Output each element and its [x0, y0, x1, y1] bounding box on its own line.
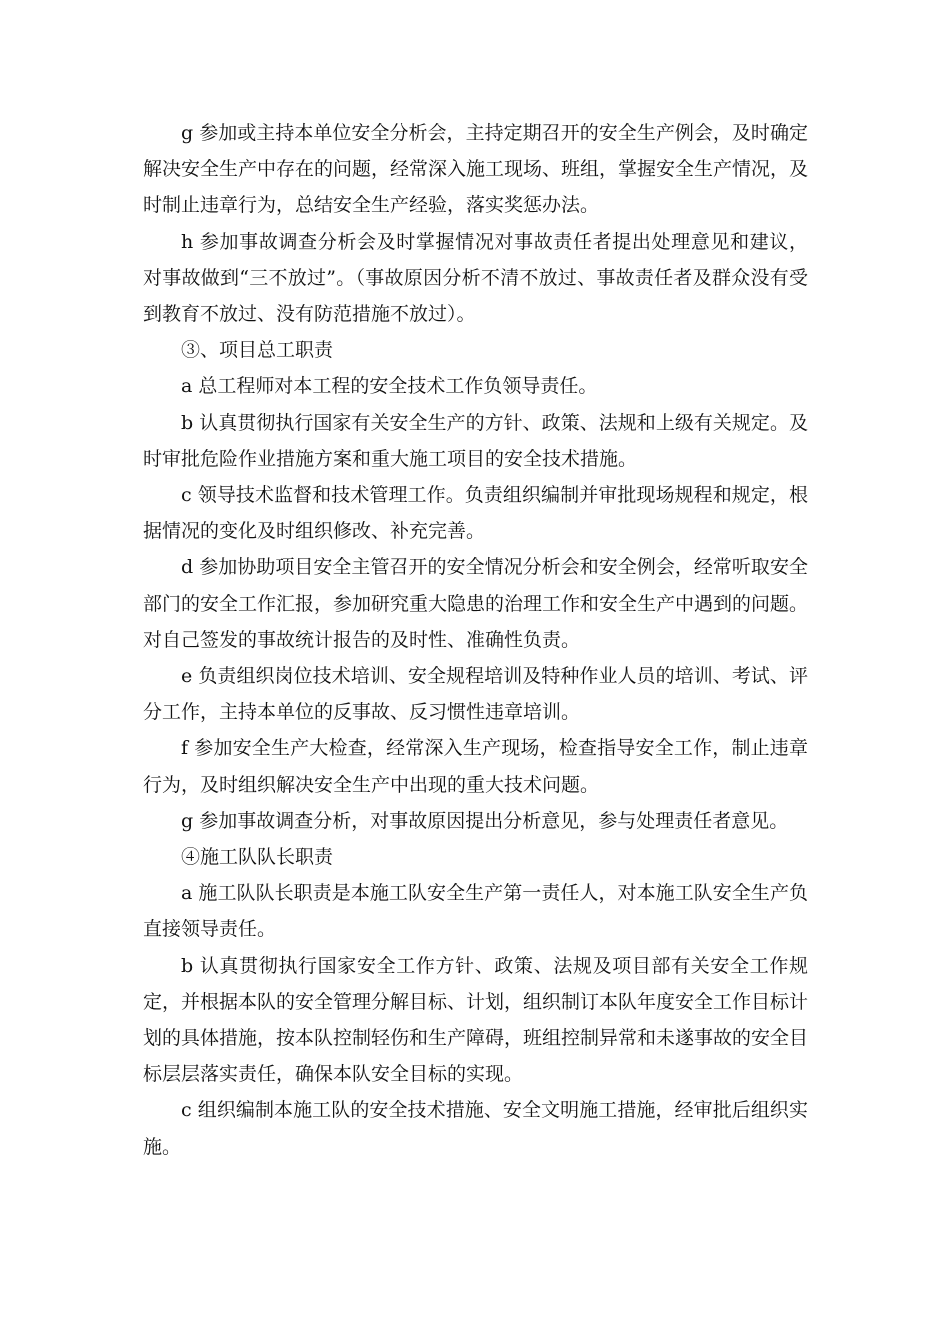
paragraph-e-chief-engineer: e 负责组织岗位技术培训、安全规程培训及特种作业人员的培训、考试、评分工作，主持本单位的反事故、反习惯性违章培训。 — [143, 665, 808, 724]
section-heading-chief-engineer: ③、项目总工职责 — [181, 339, 334, 362]
paragraph-d-chief-engineer: d 参加协助项目安全主管召开的安全情况分析会和安全例会，经常听取安全部门的安全工作汇报，参加研究重大隐患的治理工作和安全生产中遇到的问题。对自己签发的事故统计报告的及时性、准确性负责。 — [143, 556, 809, 651]
paragraph-a-team-leader: a 施工队队长职责是本施工队安全生产第一责任人，对本施工队安全生产负直接领导责任。 — [143, 882, 808, 941]
paragraph-h-accident-investigation: h 参加事故调查分析会及时掌握情况对事故责任者提出处理意见和建议， 对事故做到“三不放过”。（事故原因分析不清不放过、事故责任者及群众没有受到教育不放过、没有防范措施不放过）。 — [143, 230, 808, 326]
document-body — [143, 115, 808, 1165]
section-heading-team-leader: ④施工队队长职责 — [181, 846, 334, 869]
paragraph-c-chief-engineer: c 领导技术监督和技术管理工作。负责组织编制并审批现场规程和规定，根据情况的变化及时组织修改、补充完善。 — [143, 484, 808, 543]
paragraph-f-chief-engineer: f 参加安全生产大检查，经常深入生产现场，检查指导安全工作，制止违章行为，及时组织解决安全生产中出现的重大技术问题。 — [143, 737, 808, 796]
paragraph-c-team-leader: c 组织编制本施工队的安全技术措施、安全文明施工措施，经审批后组织实施。 — [143, 1099, 808, 1158]
paragraph-a-chief-engineer: a 总工程师对本工程的安全技术工作负领导责任。 — [181, 375, 598, 398]
paragraph-b-team-leader: b 认真贯彻执行国家安全工作方针、政策、法规及项目部有关安全工作规定，并根据本队的安全管理分解目标、计划，组织制订本队年度安全工作目标计划的具体措施，按本队控制轻伤和生产障碍，班组控制异常和未遂事故的安全目标层层落实责任，确保本队安全目标的实现。 — [143, 954, 809, 1086]
paragraph-b-chief-engineer: b 认真贯彻执行国家有关安全生产的方针、政策、法规和上级有关规定。及时审批危险作业措施方案和重大施工项目的安全技术措施。 — [143, 411, 808, 470]
paragraph-g-chief-engineer: g 参加事故调查分析，对事故原因提出分析意见，参与处理责任者意见。 — [181, 809, 789, 832]
paragraph-g-safety-meeting: g 参加或主持本单位安全分析会，主持定期召开的安全生产例会，及时确定解决安全生产中存在的问题，经常深入施工现场、班组，掌握安全生产情况，及时制止违章行为，总结安全生产经验，落实奖惩办法。 — [143, 122, 809, 217]
